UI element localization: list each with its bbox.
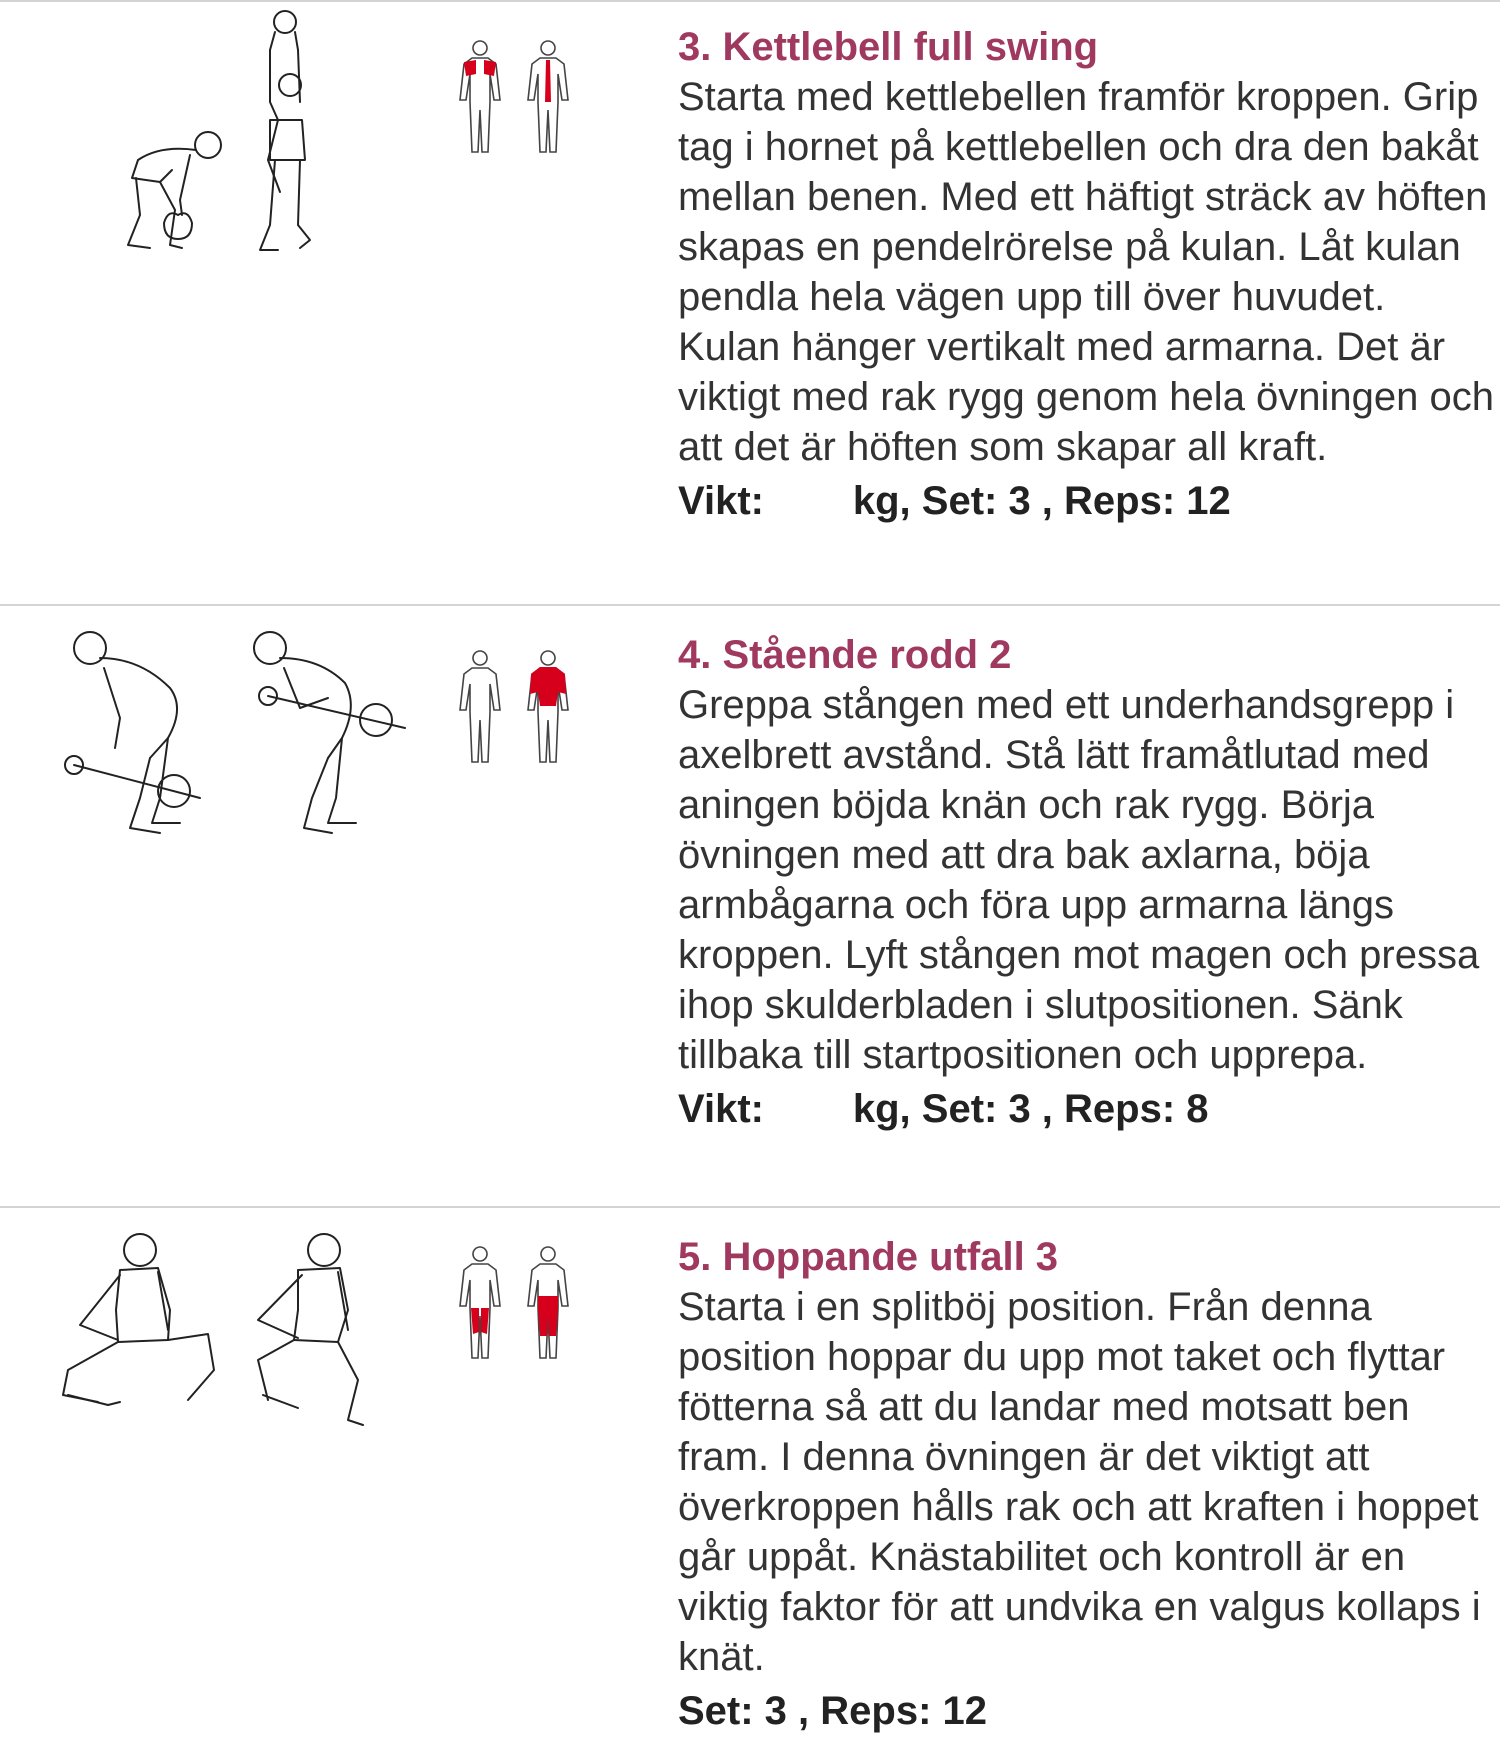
exercise-stats: Set: 3 , Reps: 12 [678,1689,988,1733]
exercise-title: 5. Hoppande utfall 3 [678,1235,1059,1279]
muscle-map-shoulders-lowerback [450,40,580,160]
bent-over-row-illustration [60,628,420,858]
muscle-map-upper-back [450,650,580,770]
exercise-text-4 [678,630,1498,1134]
exercise-item-4 [0,606,1500,1206]
exercise-description: Greppa stången med ett underhandsgrepp i axelbrett avstånd. Stå lätt framåtlutad med aningen böjda knän och rak rygg. Börja övningen med att dra bak axlarna, böja armbågarna och föra upp armarna längs kroppen. Lyft stången mot magen och pressa ihop skulderbladen i slutpositionen. Sänk tillbaka till startpositionen och upprepa. [678,683,1480,1077]
exercise-description: Starta med kettlebellen framför kroppen. Grip tag i hornet på kettlebellen och dra den bakåt mellan benen. Med ett häftigt sträck av höften skapas en pendelrörelse på kulan. Låt kulan pendla hela vägen upp till över huvudet. Kulan hänger vertikalt med armarna. Det är viktigt med rak rygg genom hela övningen och att det är höften som skapar all kraft. [678,75,1495,469]
exercise-text-5 [678,1232,1498,1736]
muscle-map-legs [450,1246,580,1366]
exercise-stats: Vikt: kg, Set: 3 , Reps: 12 [678,479,1231,523]
exercise-item-3 [0,0,1500,604]
exercise-description: Starta i en splitböj position. Från denna position hoppar du upp mot taket och flyttar fötterna så att du landar med motsatt ben fram. I denna övningen är det viktigt att överkroppen hålls rak och att kraften i hoppet går uppåt. Knästabilitet och kontroll är en viktig faktor för att undvika en valgus kollaps i knät. [678,1285,1481,1679]
exercise-text-3 [678,22,1498,526]
jumping-lunge-illustration [58,1230,378,1460]
exercise-title: 4. Stående rodd 2 [678,633,1012,677]
exercise-title: 3. Kettlebell full swing [678,25,1099,69]
exercise-item-5 [0,1208,1500,1748]
kettlebell-swing-illustration [120,10,340,260]
exercise-stats: Vikt: kg, Set: 3 , Reps: 8 [678,1087,1209,1131]
